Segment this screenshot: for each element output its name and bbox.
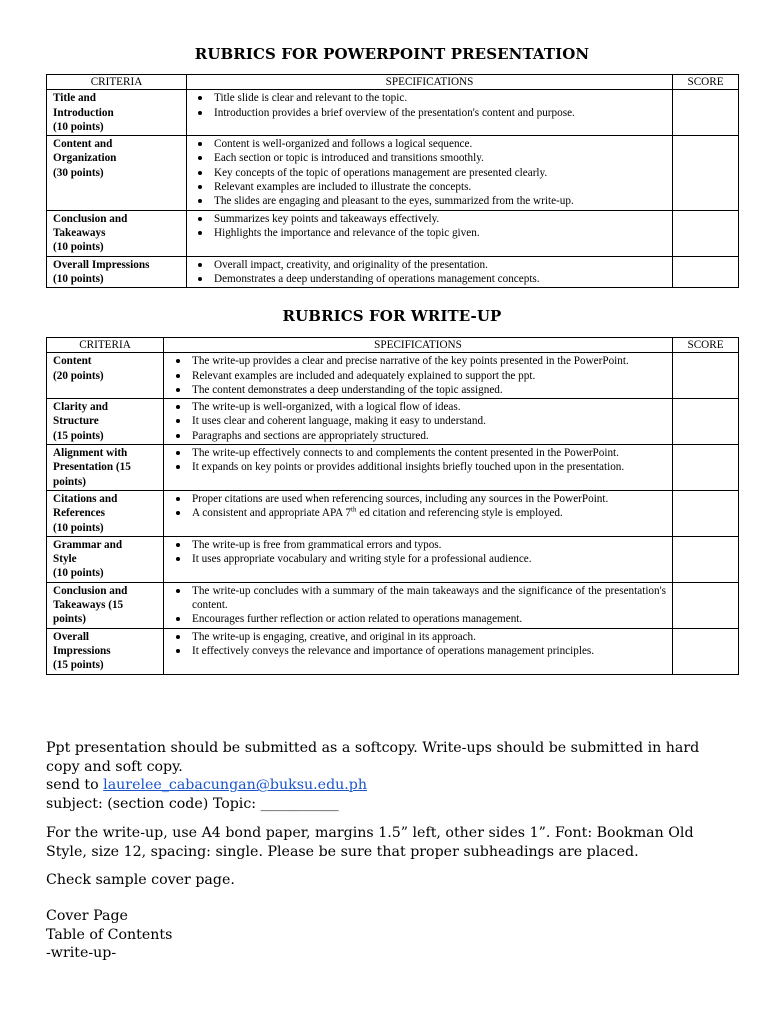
specifications-cell: [187, 136, 673, 210]
spec-item: [168, 630, 666, 644]
criteria-text: (15 points): [53, 429, 104, 442]
criteria-text: Takeaways: [53, 226, 106, 239]
score-cell[interactable]: [673, 210, 739, 256]
spec-item: [191, 226, 666, 240]
criteria-text: Structure: [53, 415, 99, 428]
spec-text: The write-up is well-organized, with a logical flow of ideas.: [192, 401, 461, 414]
spec-text: The write-up concludes with a summary of the main takeaways and the significance of the presentation's content.: [192, 584, 666, 612]
spec-text: Paragraphs and sections are appropriately structured.: [192, 429, 429, 442]
spec-text: Each section or topic is introduced and transitions smoothly.: [214, 152, 484, 165]
bullet-icon: [198, 96, 202, 100]
specifications-cell: [164, 582, 673, 628]
spec-item: [168, 644, 666, 658]
criteria-text: Conclusion and: [53, 584, 128, 597]
writeup-rubric-title: RUBRICS FOR WRITE-UP: [282, 307, 502, 325]
spec-list: [168, 354, 666, 397]
spec-list: [191, 137, 666, 208]
criteria-text: Citations and: [53, 492, 118, 505]
spec-list: [191, 258, 666, 287]
spec-item: [168, 429, 666, 443]
spec-text: Demonstrates a deep understanding of operations management concepts.: [214, 272, 540, 285]
spec-text: It uses clear and coherent language, making it easy to understand.: [192, 415, 486, 428]
table-header-row: [47, 75, 739, 90]
bullet-icon: [176, 434, 180, 438]
specifications-cell: [164, 445, 673, 491]
criteria-text: Overall Impressions: [53, 258, 150, 271]
outline-item: -write-up-: [46, 945, 117, 962]
criteria-cell: [47, 490, 164, 536]
spec-text: It expands on key points or provides additional insights briefly touched upon in the presentation.: [192, 461, 625, 474]
criteria-text: Content and: [53, 138, 113, 151]
spec-item: [168, 538, 666, 552]
spec-text: The write-up is free from grammatical errors and typos.: [192, 538, 442, 551]
spec-list: [168, 400, 666, 443]
table-row: [47, 628, 739, 674]
spec-text: The slides are engaging and pleasant to the eyes, summarized from the write-up.: [214, 195, 574, 208]
spec-text: Highlights the importance and relevance of the topic given.: [214, 226, 480, 239]
score-header: SCORE: [673, 75, 739, 90]
format-instructions: For the write-up, use A4 bond paper, margins 1.5” left, other sides 1”. Font: Bookman Old Style, size 12, spacing: single. Please be sure that proper subheadings are placed.: [46, 825, 694, 860]
table-row: [47, 136, 739, 210]
table-row: [47, 536, 739, 582]
spec-item: [168, 492, 666, 506]
spec-text: Relevant examples are included and adequately explained to support the ppt.: [192, 369, 536, 382]
spec-list: [168, 630, 666, 659]
criteria-text: (10 points): [53, 241, 104, 254]
submission-note: Ppt presentation should be submitted as a softcopy. Write-ups should be submitted in hard copy and soft copy.: [46, 740, 700, 775]
bullet-icon: [198, 156, 202, 160]
criteria-text: Title and: [53, 92, 97, 105]
bullet-icon: [198, 142, 202, 146]
spec-text: The write-up effectively connects to and complements the content presented in the PowerPoint.: [192, 447, 619, 460]
criteria-cell: [47, 256, 187, 288]
bullet-icon: [176, 405, 180, 409]
criteria-cell: [47, 628, 164, 674]
criteria-cell: [47, 445, 164, 491]
criteria-text: Presentation (15: [53, 461, 131, 474]
spec-list: [168, 446, 666, 475]
bullet-icon: [198, 171, 202, 175]
ordinal-suffix: th: [351, 505, 357, 514]
criteria-cell: [47, 536, 164, 582]
ppt-rubric-title: RUBRICS FOR POWERPOINT PRESENTATION: [194, 45, 590, 63]
criteria-header: CRITERIA: [47, 338, 164, 353]
bullet-icon: [176, 388, 180, 392]
criteria-text: Clarity and: [53, 401, 109, 414]
table-row: [47, 445, 739, 491]
criteria-text: points): [53, 613, 86, 626]
criteria-text: (10 points): [53, 272, 104, 285]
bullet-icon: [198, 111, 202, 115]
score-cell[interactable]: [673, 536, 739, 582]
spec-item: [191, 151, 666, 165]
outline-item: Cover Page: [46, 908, 128, 924]
spec-text: A consistent and appropriate APA 7th ed citation and referencing style is employed.: [192, 505, 563, 520]
spec-item: [168, 383, 666, 397]
score-header: SCORE: [673, 338, 739, 353]
spec-list: [168, 584, 666, 627]
spec-item: [168, 369, 666, 383]
spec-text: Overall impact, creativity, and originality of the presentation.: [214, 258, 488, 271]
spec-text: Encourages further reflection or action related to operations management.: [192, 613, 523, 626]
bullet-icon: [198, 277, 202, 281]
spec-item: [168, 400, 666, 414]
bullet-icon: [198, 231, 202, 235]
score-cell[interactable]: [673, 628, 739, 674]
criteria-text: References: [53, 507, 105, 520]
bullet-icon: [198, 263, 202, 267]
spec-item: [168, 414, 666, 428]
writeup-rubric-table: [46, 337, 739, 675]
table-row: [47, 353, 739, 399]
bullet-icon: [176, 543, 180, 547]
spec-text: Summarizes key points and takeaways effectively.: [214, 212, 440, 225]
spec-text: The write-up provides a clear and precise narrative of the key points presented in the PowerPoint.: [192, 355, 629, 368]
specifications-header: SPECIFICATIONS: [187, 75, 673, 90]
bullet-icon: [176, 465, 180, 469]
spec-item: [168, 552, 666, 566]
criteria-text: Impressions: [53, 644, 111, 657]
spec-item: [191, 212, 666, 226]
spec-item: [191, 258, 666, 272]
criteria-text: Alignment with: [53, 447, 128, 460]
score-cell[interactable]: [673, 582, 739, 628]
specifications-cell: [187, 256, 673, 288]
spec-item: [168, 612, 666, 626]
criteria-text: (10 points): [53, 120, 104, 133]
criteria-text: Content: [53, 355, 92, 368]
spec-text: Introduction provides a brief overview of the presentation's content and purpose.: [214, 106, 575, 119]
spec-item: [168, 460, 666, 474]
spec-text: Content is well-organized and follows a logical sequence.: [214, 138, 473, 151]
score-cell[interactable]: [673, 445, 739, 491]
spec-text: Proper citations are used when referencing sources, including any sources in the PowerPoint.: [192, 492, 609, 505]
spec-list: [168, 538, 666, 567]
criteria-text: (10 points): [53, 567, 104, 580]
criteria-text: Takeaways (15: [53, 599, 124, 612]
spec-item: [191, 180, 666, 194]
spec-item: [168, 584, 666, 613]
score-cell[interactable]: [673, 353, 739, 399]
sample-cover-note: Check sample cover page.: [46, 872, 235, 888]
spec-item: [191, 137, 666, 151]
specifications-cell: [164, 628, 673, 674]
score-cell[interactable]: [673, 399, 739, 445]
spec-item: [191, 106, 666, 120]
specifications-cell: [164, 353, 673, 399]
spec-item: [191, 91, 666, 105]
bullet-icon: [176, 557, 180, 561]
bullet-icon: [176, 451, 180, 455]
bullet-icon: [176, 617, 180, 621]
spec-text: The content demonstrates a deep understanding of the topic assigned.: [192, 383, 503, 396]
table-row: [47, 210, 739, 256]
criteria-cell: [47, 399, 164, 445]
score-cell[interactable]: [673, 136, 739, 210]
bullet-icon: [176, 635, 180, 639]
spec-item: [191, 272, 666, 286]
criteria-text: points): [53, 475, 86, 488]
table-row: [47, 490, 739, 536]
spec-item: [168, 446, 666, 460]
criteria-cell: [47, 136, 187, 210]
criteria-text: (10 points): [53, 521, 104, 534]
specifications-cell: [164, 490, 673, 536]
spec-item: [191, 194, 666, 208]
bullet-icon: [176, 649, 180, 653]
specifications-cell: [187, 210, 673, 256]
spec-item: [168, 354, 666, 368]
bullet-icon: [198, 199, 202, 203]
spec-text: The write-up is engaging, creative, and original in its approach.: [192, 630, 476, 643]
bullet-icon: [176, 497, 180, 501]
score-cell[interactable]: [673, 490, 739, 536]
bullet-icon: [176, 511, 180, 515]
bullet-icon: [198, 217, 202, 221]
spec-text: It effectively conveys the relevance and importance of operations management principles.: [192, 644, 595, 657]
spec-item: [191, 166, 666, 180]
spec-text: Key concepts of the topic of operations management are presented clearly.: [214, 166, 548, 179]
spec-item: [168, 506, 666, 520]
specifications-cell: [164, 399, 673, 445]
spec-text: It uses appropriate vocabulary and writing style for a professional audience.: [192, 553, 532, 566]
spec-list: [168, 492, 666, 521]
criteria-text: Overall: [53, 630, 90, 643]
criteria-text: (30 points): [53, 166, 104, 179]
subject-line: subject: (section code) Topic: ___________: [46, 795, 339, 812]
criteria-header: CRITERIA: [47, 75, 187, 90]
bullet-icon: [176, 589, 180, 593]
score-cell[interactable]: [673, 256, 739, 288]
submission-instructions: [46, 739, 736, 813]
criteria-cell: [47, 90, 187, 136]
spec-list: [191, 212, 666, 241]
criteria-text: Introduction: [53, 106, 114, 119]
table-header-row: [47, 338, 739, 353]
bullet-icon: [176, 374, 180, 378]
bullet-icon: [176, 359, 180, 363]
bullet-icon: [198, 185, 202, 189]
criteria-cell: [47, 582, 164, 628]
table-row: [47, 399, 739, 445]
document-outline: [46, 907, 736, 963]
criteria-text: (15 points): [53, 659, 104, 672]
ppt-rubric-table: [46, 74, 739, 288]
table-row: [47, 582, 739, 628]
specifications-header: SPECIFICATIONS: [164, 338, 673, 353]
table-row: [47, 90, 739, 136]
spec-text: Title slide is clear and relevant to the topic.: [214, 92, 408, 105]
criteria-text: Organization: [53, 152, 117, 165]
table-row: [47, 256, 739, 288]
criteria-text: Grammar and: [53, 538, 123, 551]
bullet-icon: [176, 419, 180, 423]
criteria-cell: [47, 353, 164, 399]
spec-list: [191, 91, 666, 120]
criteria-text: Conclusion and: [53, 212, 128, 225]
email-link[interactable]: laurelee_cabacungan@buksu.edu.ph: [103, 777, 368, 794]
specifications-cell: [187, 90, 673, 136]
send-to-line: send to laurelee_cabacungan@buksu.edu.ph: [46, 777, 368, 794]
criteria-text: (20 points): [53, 369, 104, 382]
specifications-cell: [164, 536, 673, 582]
spec-text: Relevant examples are included to illustrate the concepts.: [214, 181, 472, 194]
criteria-cell: [47, 210, 187, 256]
outline-item: Table of Contents: [46, 926, 173, 943]
score-cell[interactable]: [673, 90, 739, 136]
criteria-text: Style: [53, 553, 77, 566]
